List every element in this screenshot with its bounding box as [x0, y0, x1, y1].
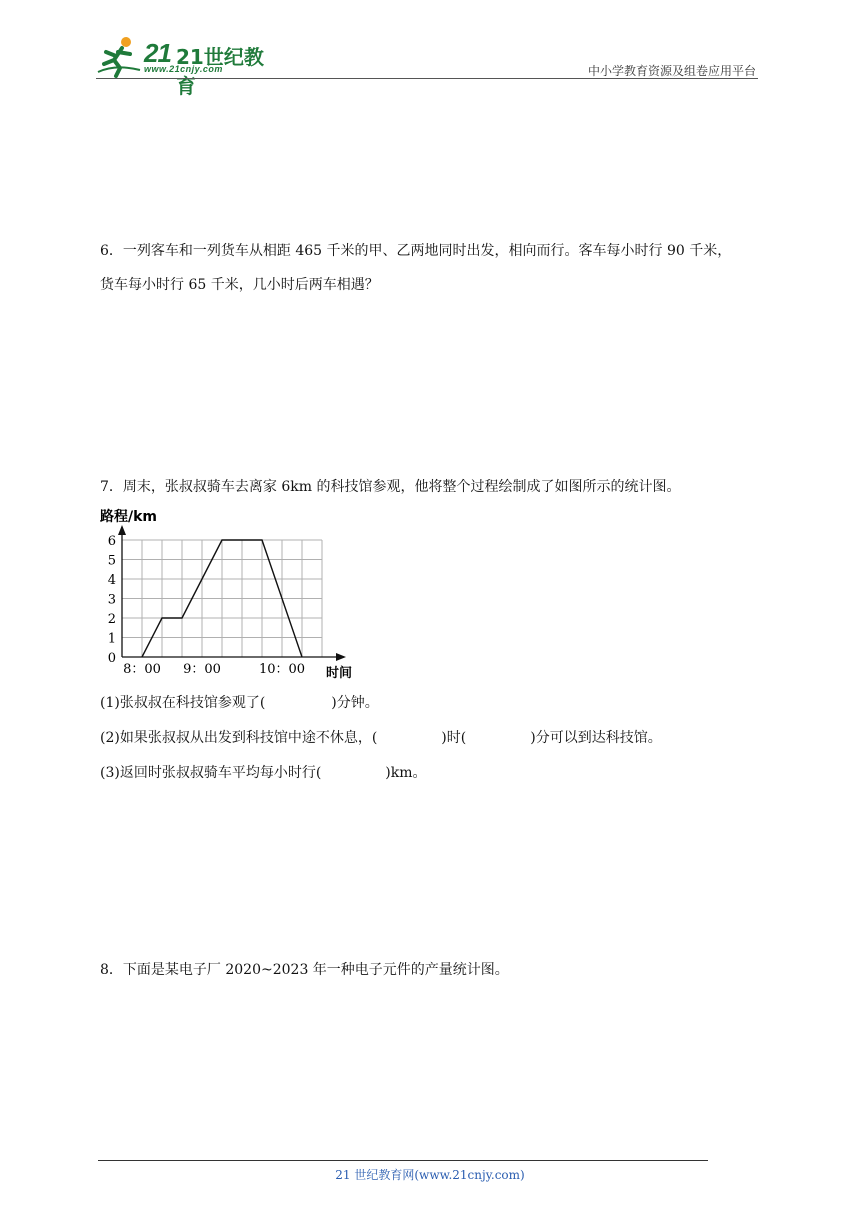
- y-tick-labels: [108, 534, 116, 666]
- question-7-number: 7．: [100, 479, 123, 495]
- question-8-text: 下面是某电子厂 2020~2023 年一种电子元件的产量统计图。: [122, 962, 509, 978]
- x-axis-label: 时间: [326, 666, 353, 681]
- x-tick-label: 8：00: [123, 662, 161, 677]
- question-6: [100, 234, 765, 302]
- part-2-before: (2)如果张叔叔从出发到科技馆中途不休息，(: [100, 730, 378, 746]
- logo-21-text: 21: [144, 38, 171, 68]
- question-8-number: 8．: [100, 962, 123, 978]
- y-tick-label: 4: [107, 573, 116, 588]
- question-7-part-2: [100, 727, 662, 747]
- chart-axes: [118, 525, 346, 661]
- question-6-text-2: 货车每小时行 65 千米，几小时后两车相遇？: [100, 277, 379, 293]
- y-tick-label: 5: [107, 553, 116, 569]
- question-6-text-1: 一列客车和一列货车从相距 465 千米的甲、乙两地同时出发，相向而行。客车每小时行 90 千米，: [122, 243, 732, 259]
- x-tick-label: 9：00: [183, 662, 221, 677]
- part-2-after: )分可以到达科技馆。: [530, 730, 662, 746]
- question-7: [100, 470, 765, 504]
- footer-divider: [98, 1160, 708, 1161]
- header-divider: [96, 78, 758, 79]
- distance-time-chart: [98, 505, 368, 685]
- part-1-before: (1)张叔叔在科技馆参观了(: [100, 695, 266, 711]
- footer-text: 21 世纪教育网(www.21cnjy.com): [335, 1168, 525, 1182]
- part-3-after: )km。: [385, 765, 427, 781]
- header-platform-text: 中小学教育资源及组卷应用平台: [587, 64, 756, 78]
- y-tick-label: 3: [107, 592, 116, 608]
- chart-grid: [122, 540, 322, 657]
- logo-text: 21世纪教育: [176, 45, 264, 98]
- x-tick-label: 10：00: [258, 662, 306, 677]
- question-8: [100, 953, 765, 987]
- question-7-part-3: [100, 762, 427, 782]
- y-tick-label: 6: [107, 534, 116, 549]
- x-tick-labels: [123, 662, 305, 677]
- site-logo: [96, 34, 266, 98]
- question-6-number: 6．: [100, 243, 123, 259]
- part-2-mid: )时(: [441, 730, 467, 746]
- question-6-line-1: [100, 234, 765, 268]
- runner-icon: [96, 34, 142, 78]
- logo-url: www.21cnjy.com: [144, 64, 223, 74]
- question-7-text: 周末，张叔叔骑车去离家 6km 的科技馆参观，他将整个过程绘制成了如图所示的统计图。: [122, 479, 681, 495]
- question-7-part-1: [100, 692, 379, 712]
- x-axis-arrow: [336, 653, 346, 661]
- part-3-before: (3)返回时张叔叔骑车平均每小时行(: [100, 765, 322, 781]
- part-1-after: )分钟。: [331, 695, 379, 711]
- y-axis-label: 路程/km: [100, 509, 158, 525]
- y-tick-label: 0: [107, 651, 116, 666]
- y-tick-label: 1: [107, 631, 116, 647]
- y-axis-arrow: [118, 525, 126, 535]
- y-tick-label: 2: [107, 612, 116, 627]
